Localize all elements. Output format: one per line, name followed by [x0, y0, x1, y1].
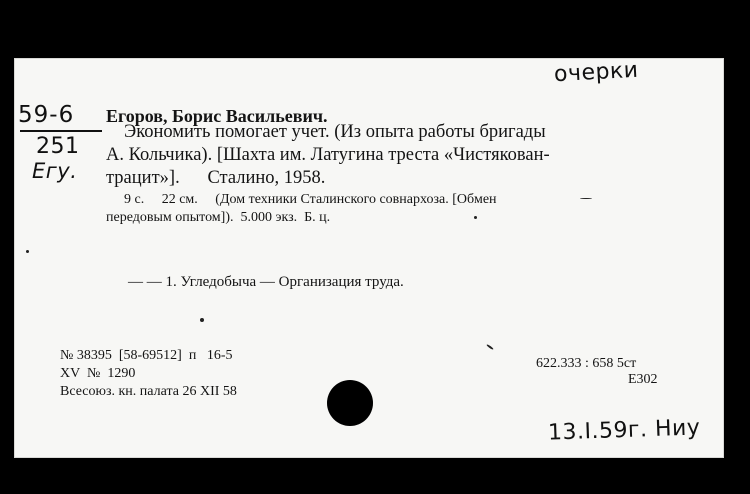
- shelfmark-line-3: Егу.: [32, 159, 78, 183]
- scan-speck: [26, 250, 29, 253]
- shelfmark-line-2: 251: [36, 134, 80, 159]
- subject-heading: — — 1. Угледобыча — Организация труда.: [128, 274, 404, 290]
- scan-speck: [474, 216, 477, 219]
- handwritten-category-tag: очерки: [553, 57, 640, 88]
- registration-source: Всесоюз. кн. палата 26 XII 58: [60, 384, 237, 399]
- author-heading: Егоров, Борис Васильевич.: [106, 106, 328, 126]
- description-line-2: передовым опытом]). 5.000 экз. Б. ц.: [106, 210, 331, 225]
- registration-series: XV № 1290: [60, 366, 136, 381]
- title-line-1: Экономить помогает учет. (Из опыта работы бригады: [124, 122, 546, 142]
- scan-speck: [580, 198, 592, 199]
- scan-speck: [200, 318, 204, 322]
- registration-number: № 38395 [58-69512] п 16-5: [60, 348, 233, 363]
- title-line-2: А. Кольчика). [Шахта им. Латугина треста «Чистякован-: [106, 145, 550, 165]
- handwritten-date: 13.I.59г. Ниу: [547, 415, 701, 446]
- catalog-card: [14, 58, 724, 458]
- scan-speck: [486, 344, 494, 350]
- shelfmark-line-1: 59-6: [18, 102, 75, 128]
- title-line-3: трацит»]. Сталино, 1958.: [106, 168, 326, 188]
- shelfmark-rule: [20, 130, 102, 132]
- description-line-1: 9 с. 22 см. (Дом техники Сталинского совнархоза. [Обмен: [124, 192, 497, 207]
- udc-classification: 622.333 : 658 5ст: [536, 356, 637, 371]
- author-code: Е302: [628, 372, 658, 387]
- punch-hole: [327, 380, 373, 426]
